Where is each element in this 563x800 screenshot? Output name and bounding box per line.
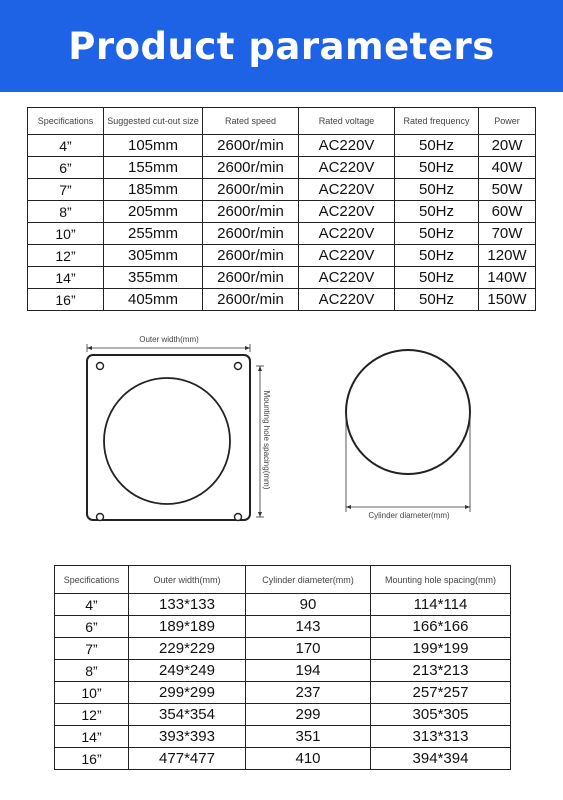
table-cell: 305*305 — [371, 704, 511, 726]
table-cell: AC220V — [299, 135, 395, 157]
table-cell: 255mm — [104, 223, 203, 245]
table-cell: 70W — [479, 223, 536, 245]
table-cell: AC220V — [299, 245, 395, 267]
table-cell: 394*394 — [371, 748, 511, 770]
table-cell: 140W — [479, 267, 536, 289]
table-row — [28, 179, 536, 201]
table-cell: AC220V — [299, 223, 395, 245]
table-row — [55, 616, 511, 638]
table-cell: 2600r/min — [203, 223, 299, 245]
spec-size-cell: 6” — [28, 157, 104, 179]
table-cell: 20W — [479, 135, 536, 157]
table-row — [55, 682, 511, 704]
spec-size-cell: 12” — [55, 704, 129, 726]
table-cell: 305mm — [104, 245, 203, 267]
table-cell: 50Hz — [395, 157, 479, 179]
column-header: Rated voltage — [299, 108, 395, 135]
spec-size-cell: 10” — [55, 682, 129, 704]
square-plate-drawing — [87, 333, 272, 521]
spec-size-cell: 7” — [55, 638, 129, 660]
table-cell: 50Hz — [395, 245, 479, 267]
table-cell: 120W — [479, 245, 536, 267]
table-cell: 114*114 — [371, 594, 511, 616]
spec-size-cell: 14” — [55, 726, 129, 748]
title-banner — [0, 0, 563, 92]
column-header: Specifications — [55, 566, 129, 594]
mounting-hole — [97, 514, 104, 521]
spec-size-cell: 7” — [28, 179, 104, 201]
table-cell: 50Hz — [395, 135, 479, 157]
table-row — [28, 157, 536, 179]
table-cell: 90 — [246, 594, 371, 616]
dimension-spec-table — [54, 565, 511, 770]
table-cell: 185mm — [104, 179, 203, 201]
table-cell: 351 — [246, 726, 371, 748]
table-row — [28, 245, 536, 267]
table-row — [55, 748, 511, 770]
table-row — [55, 704, 511, 726]
table-cell: 155mm — [104, 157, 203, 179]
table-cell: 2600r/min — [203, 267, 299, 289]
spec-size-cell: 16” — [28, 289, 104, 311]
table-row — [28, 267, 536, 289]
spec-size-cell: 8” — [28, 201, 104, 223]
table-header-row — [55, 566, 511, 594]
column-header: Specifications — [28, 108, 104, 135]
table-cell: AC220V — [299, 157, 395, 179]
table-cell: 2600r/min — [203, 135, 299, 157]
table-cell: 405mm — [104, 289, 203, 311]
table-cell: 355mm — [104, 267, 203, 289]
table-cell: 229*229 — [129, 638, 246, 660]
spec-size-cell: 4” — [55, 594, 129, 616]
spec-size-cell: 16” — [55, 748, 129, 770]
table-cell: 299*299 — [129, 682, 246, 704]
table-row — [55, 660, 511, 682]
page-title: Product parameters — [68, 24, 495, 68]
column-header: Mounting hole spacing(mm) — [371, 566, 511, 594]
table-cell: 150W — [479, 289, 536, 311]
table-header-row — [28, 108, 536, 135]
square-plate — [87, 355, 250, 520]
table-cell: 50Hz — [395, 179, 479, 201]
table-cell: 299 — [246, 704, 371, 726]
cylinder-drawing — [346, 350, 470, 520]
table-cell: 194 — [246, 660, 371, 682]
table-cell: AC220V — [299, 289, 395, 311]
column-header: Cylinder diameter(mm) — [246, 566, 371, 594]
table-cell: 50Hz — [395, 223, 479, 245]
table-cell: 237 — [246, 682, 371, 704]
spec-size-cell: 10” — [28, 223, 104, 245]
column-header: Outer width(mm) — [129, 566, 246, 594]
dimension-diagram — [0, 322, 563, 522]
table-row — [28, 289, 536, 311]
spec-size-cell: 4” — [28, 135, 104, 157]
cylinder-outline — [346, 350, 470, 474]
spec-size-cell: 6” — [55, 616, 129, 638]
table-cell: 40W — [479, 157, 536, 179]
table-cell: AC220V — [299, 179, 395, 201]
table-cell: 50Hz — [395, 201, 479, 223]
table-cell: 2600r/min — [203, 179, 299, 201]
table-cell: 249*249 — [129, 660, 246, 682]
table-row — [55, 638, 511, 660]
column-header: Power — [479, 108, 536, 135]
table-row — [28, 223, 536, 245]
mounting-hole — [235, 514, 242, 521]
table-cell: 50Hz — [395, 267, 479, 289]
spec-size-cell: 8” — [55, 660, 129, 682]
table-cell: 2600r/min — [203, 289, 299, 311]
spec-size-cell: 12” — [28, 245, 104, 267]
table-cell: 199*199 — [371, 638, 511, 660]
table-cell: 166*166 — [371, 616, 511, 638]
table-cell: 2600r/min — [203, 245, 299, 267]
table-cell: 410 — [246, 748, 371, 770]
table-row — [55, 726, 511, 748]
table-cell: AC220V — [299, 267, 395, 289]
table-cell: 313*313 — [371, 726, 511, 748]
table-row — [55, 594, 511, 616]
cylinder-diameter-label: Cylinder diameter(mm) — [368, 511, 450, 520]
electrical-spec-table — [27, 107, 536, 311]
column-header: Rated speed — [203, 108, 299, 135]
outer-width-label: Outer width(mm) — [139, 335, 199, 344]
table-cell: 393*393 — [129, 726, 246, 748]
table-row — [28, 135, 536, 157]
column-header: Suggested cut-out size — [104, 108, 203, 135]
table-cell: 60W — [479, 201, 536, 223]
mounting-hole-label: Mounting hole spacing(mm) — [262, 390, 271, 490]
table-cell: AC220V — [299, 201, 395, 223]
table-cell: 133*133 — [129, 594, 246, 616]
table-cell: 477*477 — [129, 748, 246, 770]
table-cell: 50Hz — [395, 289, 479, 311]
table-cell: 213*213 — [371, 660, 511, 682]
mounting-hole — [235, 363, 242, 370]
table-cell: 170 — [246, 638, 371, 660]
mounting-hole — [97, 363, 104, 370]
table-row — [28, 201, 536, 223]
table-cell: 257*257 — [371, 682, 511, 704]
table-cell: 143 — [246, 616, 371, 638]
table-cell: 189*189 — [129, 616, 246, 638]
table-cell: 205mm — [104, 201, 203, 223]
table-cell: 2600r/min — [203, 201, 299, 223]
table-cell: 105mm — [104, 135, 203, 157]
spec-size-cell: 14” — [28, 267, 104, 289]
table-cell: 354*354 — [129, 704, 246, 726]
column-header: Rated frequency — [395, 108, 479, 135]
table-cell: 50W — [479, 179, 536, 201]
table-cell: 2600r/min — [203, 157, 299, 179]
